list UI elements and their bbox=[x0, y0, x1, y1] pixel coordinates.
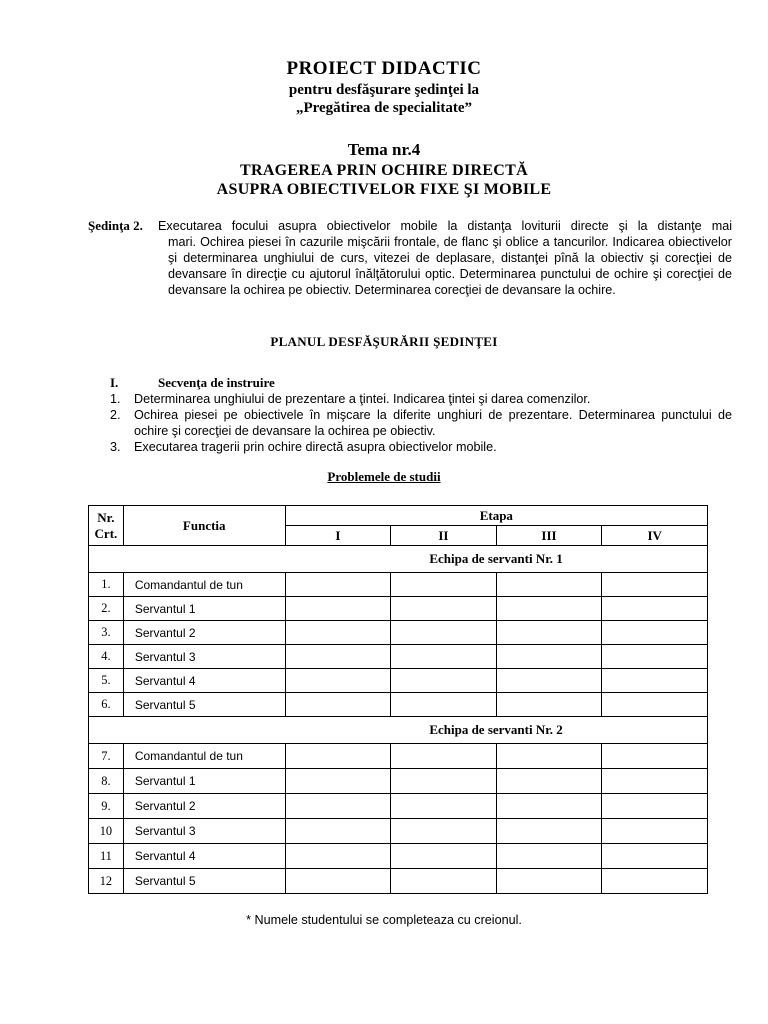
cell-etapa-i[interactable] bbox=[285, 573, 390, 597]
cell-etapa-i[interactable] bbox=[285, 621, 390, 645]
row-nr: 6. bbox=[89, 693, 124, 717]
table-row bbox=[89, 597, 708, 621]
cell-etapa-ii[interactable] bbox=[391, 573, 497, 597]
cell-etapa-ii[interactable] bbox=[391, 621, 497, 645]
cell-etapa-ii[interactable] bbox=[391, 769, 497, 794]
cell-etapa-i[interactable] bbox=[285, 693, 390, 717]
table-row bbox=[89, 744, 708, 769]
row-functia: Servantul 1 bbox=[123, 597, 285, 621]
cell-etapa-iii[interactable] bbox=[496, 769, 602, 794]
cell-etapa-iii[interactable] bbox=[496, 819, 602, 844]
row-functia: Servantul 3 bbox=[123, 645, 285, 669]
cell-etapa-iii[interactable] bbox=[496, 669, 602, 693]
list-item bbox=[110, 407, 732, 439]
cell-etapa-ii[interactable] bbox=[391, 869, 497, 894]
cell-etapa-iii[interactable] bbox=[496, 573, 602, 597]
row-nr: 1. bbox=[89, 573, 124, 597]
header-etapa-iv: IV bbox=[602, 526, 708, 546]
cell-etapa-ii[interactable] bbox=[391, 794, 497, 819]
list-item bbox=[110, 391, 732, 407]
cell-etapa-ii[interactable] bbox=[391, 819, 497, 844]
cell-etapa-i[interactable] bbox=[285, 597, 390, 621]
study-table bbox=[88, 505, 708, 894]
cell-etapa-iv[interactable] bbox=[602, 693, 708, 717]
list-item-text: Ochirea piesei pe obiectivele în mişcare la diferite unghiuri de prezentare. Determinarea punctului de ochire şi corecţiei de devansare la ochirea pe obiectiv. bbox=[134, 408, 732, 438]
cell-etapa-i[interactable] bbox=[285, 869, 390, 894]
cell-etapa-iii[interactable] bbox=[496, 844, 602, 869]
row-nr: 12 bbox=[89, 869, 124, 894]
row-functia: Servantul 2 bbox=[123, 794, 285, 819]
row-nr: 4. bbox=[89, 645, 124, 669]
cell-etapa-ii[interactable] bbox=[391, 597, 497, 621]
sedinta-label: Şedinţa 2. bbox=[88, 218, 143, 233]
cell-etapa-ii[interactable] bbox=[391, 669, 497, 693]
list-item-text: Determinarea unghiului de prezentare a ţintei. Indicarea ţintei şi darea comenzilor. bbox=[134, 392, 591, 406]
table-row bbox=[89, 645, 708, 669]
row-functia: Comandantul de tun bbox=[123, 744, 285, 769]
list-item-text: Executarea tragerii prin ochire directă asupra obiectivelor mobile. bbox=[134, 440, 497, 454]
topic-line-1: TRAGEREA PRIN OCHIRE DIRECTĂ bbox=[240, 162, 528, 179]
team-row-spacer bbox=[89, 546, 286, 573]
table-row bbox=[89, 869, 708, 894]
cell-etapa-iv[interactable] bbox=[602, 794, 708, 819]
row-nr: 3. bbox=[89, 621, 124, 645]
cell-etapa-iv[interactable] bbox=[602, 669, 708, 693]
cell-etapa-iv[interactable] bbox=[602, 744, 708, 769]
header-etapa-iii: III bbox=[496, 526, 602, 546]
cell-etapa-iv[interactable] bbox=[602, 645, 708, 669]
row-functia: Comandantul de tun bbox=[123, 573, 285, 597]
row-nr: 10 bbox=[89, 819, 124, 844]
row-functia: Servantul 4 bbox=[123, 844, 285, 869]
list-item-number: 2. bbox=[110, 408, 121, 422]
row-nr: 9. bbox=[89, 794, 124, 819]
row-functia: Servantul 2 bbox=[123, 621, 285, 645]
cell-etapa-iv[interactable] bbox=[602, 597, 708, 621]
probleme-heading bbox=[0, 469, 768, 485]
cell-etapa-iii[interactable] bbox=[496, 869, 602, 894]
cell-etapa-i[interactable] bbox=[285, 794, 390, 819]
cell-etapa-i[interactable] bbox=[285, 769, 390, 794]
team-1-heading: Echipa de servanti Nr. 1 bbox=[285, 546, 707, 573]
sequence-heading bbox=[110, 375, 275, 391]
header-etapa: Etapa bbox=[285, 506, 707, 526]
cell-etapa-iv[interactable] bbox=[602, 869, 708, 894]
table-row bbox=[89, 844, 708, 869]
sedinta-body: mari. Ochirea piesei în cazurile mişcării frontale, de flanc şi oblice a tancurilor. Indicarea obiectivelor şi determinarea unghiului de curs, vitezei de deplasare, distanţei pînă la obiectiv şi corecţiei de devansare în direcţie cu ajutorul înălţătorului optic. Determinarea punctului de ochire şi corecţiei de devansare la ochirea pe obiectiv. Determinarea corecţiei de devansare la ochire. bbox=[168, 235, 732, 298]
cell-etapa-i[interactable] bbox=[285, 744, 390, 769]
table-row bbox=[89, 621, 708, 645]
row-functia: Servantul 4 bbox=[123, 669, 285, 693]
cell-etapa-ii[interactable] bbox=[391, 645, 497, 669]
team-row-spacer bbox=[89, 717, 286, 744]
row-functia: Servantul 5 bbox=[123, 693, 285, 717]
cell-etapa-i[interactable] bbox=[285, 669, 390, 693]
plan-heading: PLANUL DESFĂŞURĂRII ŞEDINŢEI bbox=[270, 334, 498, 349]
list-item-number: 3. bbox=[110, 440, 121, 454]
table-row bbox=[89, 819, 708, 844]
row-functia: Servantul 5 bbox=[123, 869, 285, 894]
cell-etapa-iii[interactable] bbox=[496, 645, 602, 669]
row-functia: Servantul 3 bbox=[123, 819, 285, 844]
row-nr: 11 bbox=[89, 844, 124, 869]
cell-etapa-iii[interactable] bbox=[496, 597, 602, 621]
tema-heading: Tema nr.4 bbox=[347, 140, 421, 159]
cell-etapa-i[interactable] bbox=[285, 819, 390, 844]
cell-etapa-iii[interactable] bbox=[496, 693, 602, 717]
row-functia: Servantul 1 bbox=[123, 769, 285, 794]
cell-etapa-iv[interactable] bbox=[602, 573, 708, 597]
sedinta-first-line: Executarea focului asupra obiectivelor mobile la distanţa loviturii directe şi la distanţe mai bbox=[158, 219, 732, 233]
cell-etapa-iii[interactable] bbox=[496, 744, 602, 769]
document-subtitle-1: pentru desfăşurare şedinţei la bbox=[288, 82, 480, 98]
row-nr: 2. bbox=[89, 597, 124, 621]
row-nr: 5. bbox=[89, 669, 124, 693]
sequence-roman: I. bbox=[110, 375, 119, 390]
team-2-heading: Echipa de servanti Nr. 2 bbox=[285, 717, 707, 744]
sequence-title: Secvenţa de instruire bbox=[158, 375, 275, 390]
cell-etapa-ii[interactable] bbox=[391, 744, 497, 769]
table-row bbox=[89, 693, 708, 717]
list-item-number: 1. bbox=[110, 392, 121, 406]
row-nr: 7. bbox=[89, 744, 124, 769]
document-title: PROIECT DIDACTIC bbox=[286, 58, 482, 79]
document-subtitle-2: „Pregătirea de specialitate” bbox=[295, 100, 473, 116]
cell-etapa-ii[interactable] bbox=[391, 693, 497, 717]
cell-etapa-iv[interactable] bbox=[602, 844, 708, 869]
header-etapa-i: I bbox=[285, 526, 390, 546]
header-nr-line1: Nr. bbox=[97, 509, 115, 525]
table-row bbox=[89, 669, 708, 693]
row-nr: 8. bbox=[89, 769, 124, 794]
cell-etapa-i[interactable] bbox=[285, 844, 390, 869]
cell-etapa-iv[interactable] bbox=[602, 819, 708, 844]
table-row bbox=[89, 794, 708, 819]
list-item bbox=[110, 439, 732, 455]
header-etapa-ii: II bbox=[391, 526, 497, 546]
probleme-title: Problemele de studii bbox=[327, 469, 441, 484]
topic-line-2: ASUPRA OBIECTIVELOR FIXE ŞI MOBILE bbox=[216, 181, 552, 198]
footnote: * Numele studentului se completeaza cu creionul. bbox=[246, 913, 522, 927]
cell-etapa-iii[interactable] bbox=[496, 621, 602, 645]
cell-etapa-iv[interactable] bbox=[602, 621, 708, 645]
header-functia: Functia bbox=[123, 506, 285, 546]
table-row bbox=[89, 769, 708, 794]
cell-etapa-iii[interactable] bbox=[496, 794, 602, 819]
header-nr-line2: Crt. bbox=[94, 525, 118, 541]
table-row bbox=[89, 573, 708, 597]
sequence-list bbox=[110, 391, 732, 455]
header-nr bbox=[89, 506, 124, 546]
cell-etapa-ii[interactable] bbox=[391, 844, 497, 869]
cell-etapa-i[interactable] bbox=[285, 645, 390, 669]
cell-etapa-iv[interactable] bbox=[602, 769, 708, 794]
